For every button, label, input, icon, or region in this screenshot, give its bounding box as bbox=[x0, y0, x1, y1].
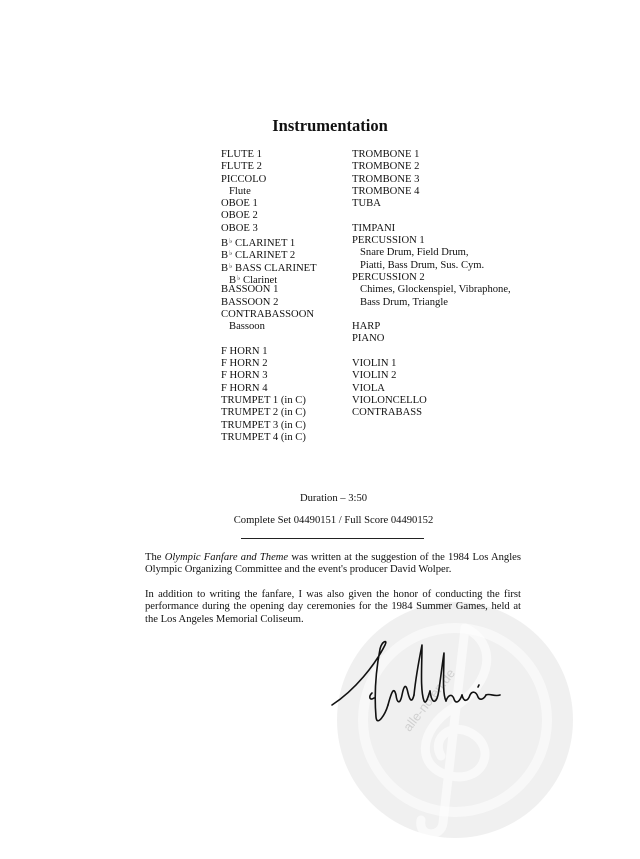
instrument-item bbox=[221, 309, 317, 321]
watermark-text: alle-noten.de bbox=[400, 665, 459, 735]
instrument-label: TROMBONE 3 bbox=[352, 173, 420, 185]
instrument-item bbox=[221, 284, 317, 296]
instrument-detail bbox=[352, 297, 511, 309]
instrument-label: CONTRABASSOON bbox=[221, 308, 315, 320]
instrument-label: Bassoon bbox=[229, 321, 265, 333]
flat-symbol: ♭ bbox=[229, 249, 233, 258]
flat-symbol: ♭ bbox=[237, 273, 241, 282]
instrument-label: CLARINET 1 bbox=[235, 238, 296, 250]
instrument-item bbox=[352, 161, 511, 173]
instrument-list-right bbox=[352, 149, 511, 420]
flat-symbol: ♭ bbox=[229, 261, 233, 270]
instrument-item bbox=[352, 395, 511, 407]
instrument-label: HARP bbox=[352, 321, 381, 333]
instrument-label: BASSOON 1 bbox=[221, 284, 279, 296]
spacer bbox=[352, 309, 511, 321]
instrument-label: OBOE 3 bbox=[221, 222, 258, 234]
instrument-label: PIANO bbox=[352, 333, 385, 345]
catalog-numbers: Complete Set 04490151 / Full Score 04490152 bbox=[233, 515, 434, 526]
instrument-label: CONTRABASS bbox=[352, 407, 423, 419]
instrument-item bbox=[221, 407, 317, 419]
instrument-label: F HORN 3 bbox=[221, 370, 268, 382]
instrument-item bbox=[221, 149, 317, 161]
instrument-label: F HORN 4 bbox=[221, 382, 268, 394]
work-title: Olympic Fanfare and Theme bbox=[164, 552, 289, 563]
instrument-item bbox=[221, 210, 317, 222]
spacer bbox=[352, 346, 511, 358]
instrument-label: TROMBONE 2 bbox=[352, 161, 420, 173]
instrument-item bbox=[221, 198, 317, 210]
instrument-label: TRUMPET 4 (in C) bbox=[221, 431, 306, 443]
instrument-item bbox=[352, 223, 511, 235]
instrument-label: TIMPANI bbox=[352, 222, 396, 234]
instrument-item bbox=[221, 247, 317, 262]
instrument-item bbox=[352, 174, 511, 186]
instrument-item bbox=[221, 420, 317, 432]
instrument-label: F HORN 2 bbox=[221, 358, 268, 370]
instrument-item bbox=[221, 370, 317, 382]
instrument-item bbox=[352, 333, 511, 345]
instrument-label: CLARINET 2 bbox=[235, 250, 296, 262]
instrument-item bbox=[221, 395, 317, 407]
instrument-label: TROMBONE 4 bbox=[352, 185, 420, 197]
instrument-item bbox=[221, 432, 317, 444]
instrument-label: BASSOON 2 bbox=[221, 296, 279, 308]
instrument-item bbox=[352, 272, 511, 284]
instrument-label: PERCUSSION 1 bbox=[352, 235, 425, 247]
instrument-item bbox=[221, 358, 317, 370]
instrument-label: FLUTE 1 bbox=[221, 149, 262, 160]
instrument-label: Bass Drum, Triangle bbox=[360, 296, 448, 308]
page-title: Instrumentation bbox=[272, 116, 388, 135]
instrument-label: VIOLONCELLO bbox=[352, 394, 427, 406]
instrument-label: VIOLIN 2 bbox=[352, 370, 397, 382]
instrument-detail bbox=[221, 321, 317, 333]
duration: Duration – 3:50 bbox=[299, 493, 368, 504]
instrument-label: PERCUSSION 2 bbox=[352, 271, 425, 283]
instrument-label: TRUMPET 3 (in C) bbox=[221, 419, 306, 431]
instrument-label: Chimes, Glockenspiel, Vibraphone, bbox=[360, 284, 511, 296]
instrument-item bbox=[221, 260, 317, 272]
instrument-label: Piatti, Bass Drum, Sus. Cym. bbox=[360, 259, 485, 271]
instrument-item bbox=[352, 198, 511, 210]
key-prefix: B bbox=[229, 274, 237, 286]
instrument-label: Flute bbox=[229, 185, 251, 197]
divider bbox=[241, 538, 424, 539]
instrument-label: TROMBONE 1 bbox=[352, 149, 420, 160]
spacer bbox=[221, 333, 317, 345]
instrument-label: Clarinet bbox=[243, 274, 278, 286]
instrument-label: OBOE 1 bbox=[221, 198, 258, 210]
instrument-item bbox=[221, 161, 317, 173]
instrument-label: TRUMPET 2 (in C) bbox=[221, 407, 306, 419]
instrument-label: BASS CLARINET bbox=[235, 262, 317, 274]
key-prefix: B bbox=[221, 238, 229, 250]
instrument-item bbox=[221, 383, 317, 395]
program-notes bbox=[145, 552, 521, 638]
instrument-list-left bbox=[221, 149, 317, 444]
note-paragraph-1: The Olympic Fanfare and Theme was written at the suggestion of the 1984 Los Angles Olympic Organizing Committee and the event's producer David Wolper. bbox=[145, 552, 521, 576]
instrument-item bbox=[352, 149, 511, 161]
instrument-label: FLUTE 2 bbox=[221, 161, 262, 173]
key-prefix: B bbox=[221, 250, 229, 262]
instrument-label: TRUMPET 1 (in C) bbox=[221, 394, 306, 406]
flat-symbol: ♭ bbox=[229, 237, 233, 246]
instrument-item bbox=[221, 346, 317, 358]
instrument-item bbox=[221, 174, 317, 186]
instrument-item bbox=[221, 223, 317, 235]
instrument-item bbox=[352, 370, 511, 382]
instrument-detail bbox=[221, 186, 317, 198]
instrument-item bbox=[352, 358, 511, 370]
instrument-label: OBOE 2 bbox=[221, 210, 258, 222]
instrument-item bbox=[221, 297, 317, 309]
instrument-label: VIOLIN 1 bbox=[352, 358, 397, 370]
instrument-label: VIOLA bbox=[352, 382, 385, 394]
instrument-label: Snare Drum, Field Drum, bbox=[360, 247, 469, 259]
instrument-item bbox=[352, 321, 511, 333]
instrument-detail bbox=[352, 260, 511, 272]
key-prefix: B bbox=[221, 262, 229, 274]
note-paragraph-2: In addition to writing the fanfare, I was also given the honor of conducting the first performance during the opening day ceremonies for the 1984 Summer Games, held at the Los Angeles Memorial Coliseum. bbox=[145, 588, 521, 625]
instrument-item bbox=[352, 383, 511, 395]
instrument-item bbox=[221, 235, 317, 250]
instrument-item bbox=[352, 407, 511, 419]
instrument-label: PICCOLO bbox=[221, 173, 267, 185]
instrument-detail bbox=[352, 247, 511, 259]
instrument-label: TUBA bbox=[352, 198, 381, 210]
instrument-label: F HORN 1 bbox=[221, 345, 268, 357]
instrument-item bbox=[352, 186, 511, 198]
spacer bbox=[352, 210, 511, 222]
instrument-detail bbox=[352, 284, 511, 296]
signature bbox=[330, 635, 515, 730]
instrument-item bbox=[352, 235, 511, 247]
